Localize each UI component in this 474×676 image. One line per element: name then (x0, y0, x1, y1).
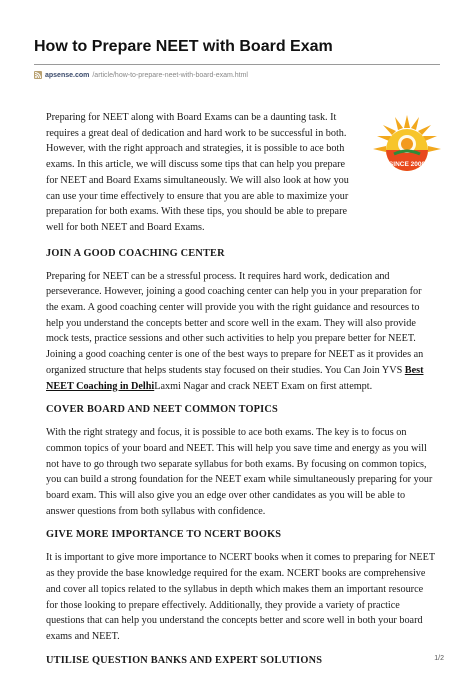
page-number: 1/2 (434, 655, 444, 662)
source-path[interactable]: /article/how-to-prepare-neet-with-board-exam.html (92, 71, 248, 79)
section-paragraph: With the right strategy and focus, it is possible to ace both exams. The key is to focus on common topics of your board and NEET. This will help you save time and energy as you will not have to go through two separate syllabus for both exams. By focusing on common topics, you can build a strong foundation for the NEET exam while simultaneously preparing for your board exam. This will also give you an edge over other candidates as you will be able to answer questions from both syllabus with confidence. (46, 427, 433, 517)
page-title: How to Prepare NEET with Board Exam (34, 38, 333, 55)
source-line (34, 71, 248, 79)
section-heading: JOIN A GOOD COACHING CENTER (46, 247, 225, 259)
source-site[interactable]: apsense.com (45, 71, 90, 79)
section-heading: COVER BOARD AND NEET COMMON TOPICS (46, 404, 278, 416)
section-heading: GIVE MORE IMPORTANCE TO NCERT BOOKS (46, 529, 282, 541)
article-body (46, 110, 436, 676)
coaching-link[interactable]: Best NEET Coaching in Delhi (46, 364, 424, 392)
logo-text: SINCE 2000 (388, 161, 426, 168)
intro-paragraph: Preparing for NEET along with Board Exams can be a daunting task. It requires a great deal of dedication and hard work to be successful in both. However, with the right approach and strategies, it is possible to ace both exams. In this article, we will discuss some tips that can help you prepare for NEET and Board Exams simultaneously. We will also look at how you can use your time effectively to ensure that you are able to maximize your preparation for both exams. With these tips, you should be able to prepare well for both NEET and Board Exams. (46, 112, 349, 233)
section-paragraph: It is important to give more importance to NCERT books when it comes to preparing for NEET as they provide the base knowledge required for the exam. NCERT books are comprehensive and cover all topics related to the syllabus in depth which makes them an important resource for those looking to prepare effectively. Additionally, they provide a variety of practice questions that can help you understand the concepts better and score well in both your board exams and NEET. (46, 552, 435, 642)
section-heading: UTILISE QUESTION BANKS AND EXPERT SOLUTIONS (46, 654, 323, 666)
title-divider (34, 64, 440, 65)
section-paragraph: Preparing for NEET can be a stressful process. It requires hard work, dedication and perseverance. However, joining a good coaching center can help you in your preparation for the exam. A good coaching center will provide you with the right guidance and resources to help you understand the concepts better and score well in the exam. They will also provide mock tests, practice sessions and other such activities to help you prepare better for NEET. Joining a good coaching center is one of the best ways to prepare for NEET as it provides an organized structure that helps students stay focused on their studies. You Can Join YVS Best NEET Coaching in DelhiLaxmi Nagar and crack NEET Exam on first attempt. (46, 270, 424, 392)
rss-icon (34, 71, 42, 79)
